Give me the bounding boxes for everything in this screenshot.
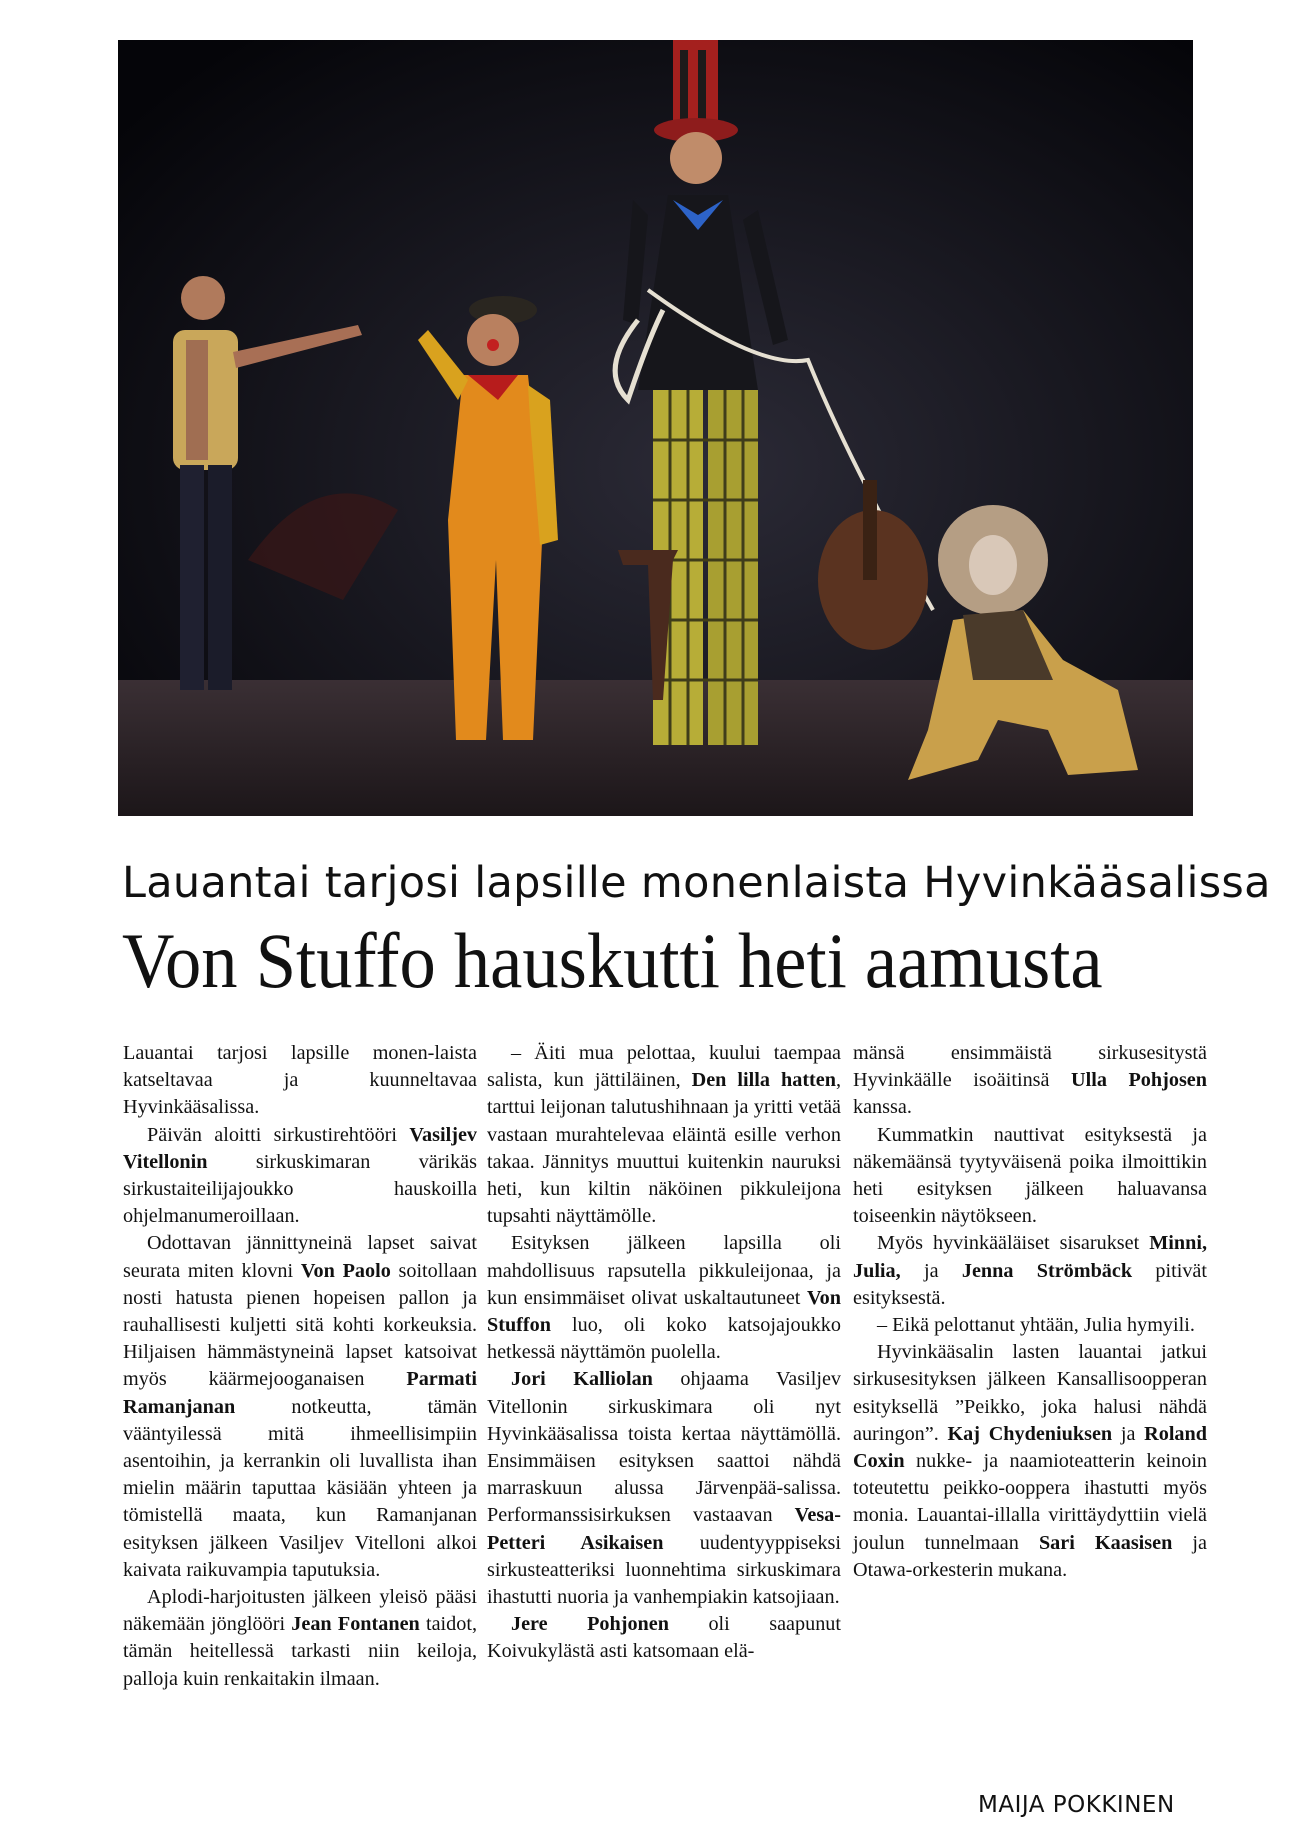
stage-photo bbox=[118, 40, 1193, 816]
article-paragraph bbox=[853, 1230, 1207, 1312]
text-run: Kummatkin nauttivat esityksestä ja näkemäänsä tyytyväisenä poika ilmoittikin heti esityksen jälkeen haluavansa toiseenkin näytökseen. bbox=[853, 1123, 1207, 1228]
text-run: – Äiti mua pelottaa, kuului taempaa salista, kun jättiläinen, bbox=[487, 1042, 841, 1092]
article-paragraph bbox=[487, 1230, 841, 1366]
text-run: ja bbox=[1112, 1422, 1145, 1445]
text-run: pitivät esityksestä. bbox=[853, 1259, 1207, 1309]
bold-name: Vasiljev Vitellonin bbox=[123, 1123, 477, 1173]
bold-name: Kaj Chydeniuksen bbox=[947, 1422, 1113, 1445]
article-paragraph bbox=[123, 1230, 477, 1584]
text-run: ohjaama Vasiljev Vitellonin sirkuskimara oli nyt Hyvinkääsalissa toista kertaa näyttämöllä. Ensimmäisen esityksen saattoi nähdä marraskuun alussa Järvenpää-salissa. Performanssisirkuksen vastaavan bbox=[487, 1368, 841, 1527]
article-paragraph bbox=[487, 1611, 841, 1665]
article-paragraph bbox=[853, 1312, 1207, 1339]
text-run: luo, oli koko katsojajoukko hetkessä näyttämön puolella. bbox=[487, 1314, 841, 1364]
bold-name: Parmati Ramanjanan bbox=[123, 1368, 477, 1418]
column-2 bbox=[487, 1040, 841, 1666]
article-paragraph bbox=[853, 1040, 1207, 1122]
text-run: Myös hyvinkääläiset sisarukset bbox=[877, 1232, 1150, 1255]
text-run: notkeutta, tämän vääntyilessä mitä ihmeellisimpiin asentoihin, ja kerrankin oli luvallista ihan mielin määrin taputtaa käsiään yhteen ja tömistellä maata, kun Ramanjanan esityksen jälkeen Vasiljev Vitelloni alkoi kaivata raikuvampia taputuksia. bbox=[123, 1395, 477, 1581]
text-run: uudentyyppiseksi sirkusteatteriksi luonnehtima sirkuskimara ihastutti nuoria ja vanhempiakin katsojiaan. bbox=[487, 1531, 841, 1609]
text-run: Hyvinkääsalin lasten lauantai jatkui sirkusesityksen jälkeen Kansallisoopperan esityksellä ”Peikko, joka halusi nähdä auringon”. bbox=[853, 1341, 1207, 1445]
stage-photo-icon bbox=[118, 40, 1193, 816]
bold-name: Den lilla hatten bbox=[691, 1069, 836, 1092]
text-run: soitollaan nosti hatusta pienen hopeisen pallon ja rauhallisesti kuljetti sitä kohti korkeuksia. Hiljaisen hämmästyneinä lapset katsoivat myös käärmejooganaisen bbox=[123, 1259, 477, 1391]
text-run: nukke- ja naamioteatterin keinoin toteutettu peikko-ooppera ihastutti myös monia. Lauantai-illalla virittäydyttiin vielä joulun tunnelmaan bbox=[853, 1450, 1207, 1554]
text-run: Aplodi-harjoitusten jälkeen yleisö pääsi näkemään jönglööri bbox=[123, 1586, 477, 1636]
text-run: – Eikä pelottanut yhtään, Julia hymyili. bbox=[877, 1314, 1195, 1337]
article-paragraph bbox=[123, 1584, 477, 1693]
bold-name: Jere Pohjonen bbox=[511, 1613, 669, 1636]
bold-name: Von Stuffon bbox=[487, 1286, 841, 1337]
bold-name: Minni, Julia, bbox=[853, 1232, 1207, 1282]
text-run: , tarttui leijonan talutushihnaan ja yritti vetää vastaan murahtelevaa eläintä esille verhon takaa. Jännitys muuttui kuitenkin nauruksi heti, kun kiltin näköinen pikkuleijona tupsahti näyttämölle. bbox=[487, 1069, 841, 1228]
bold-name: Jean Fontanen bbox=[291, 1613, 420, 1636]
bold-name: Jenna Strömbäck bbox=[961, 1259, 1133, 1282]
text-run: taidot, tämän heitellessä tarkasti niin keiloja, palloja kuin renkaitakin ilmaan. bbox=[123, 1613, 478, 1690]
byline: MAIJA POKKINEN bbox=[978, 1792, 1175, 1818]
text-run: ja bbox=[900, 1259, 962, 1282]
article-paragraph bbox=[123, 1040, 477, 1122]
bold-name: Ulla Pohjosen bbox=[1071, 1069, 1207, 1092]
subheadline: Lauantai tarjosi lapsille monenlaista Hyvinkääsalissa bbox=[122, 858, 1271, 908]
text-run: Esityksen jälkeen lapsilla oli mahdollisuus rapsutella pikkuleijonaa, ja kun ensimmäiset olivat uskaltautuneet bbox=[487, 1232, 841, 1309]
bold-name: Jori Kalliolan bbox=[511, 1368, 653, 1391]
text-run: Päivän aloitti sirkustirehtööri bbox=[147, 1123, 410, 1146]
text-run: mänsä ensimmäistä sirkusesitystä Hyvinkäälle isoäitinsä bbox=[853, 1042, 1207, 1092]
column-1 bbox=[123, 1040, 477, 1693]
article-paragraph bbox=[853, 1122, 1207, 1231]
article-paragraph bbox=[123, 1122, 477, 1231]
bold-name: Sari Kaasisen bbox=[1038, 1531, 1173, 1554]
text-run: Odottavan jännittyneinä lapset saivat seurata miten klovni bbox=[123, 1232, 477, 1282]
text-run: oli saapunut Koivukylästä asti katsomaan elä- bbox=[487, 1613, 841, 1663]
text-run: sirkuskimaran värikäs sirkustaiteilijajoukko hauskoilla ohjelmanumeroillaan. bbox=[123, 1150, 477, 1228]
column-3 bbox=[853, 1040, 1207, 1584]
article-paragraph bbox=[487, 1366, 841, 1611]
headline: Von Stuffo hauskutti heti aamusta bbox=[122, 917, 1103, 1004]
article-paragraph bbox=[487, 1040, 841, 1230]
bold-name: Roland Coxin bbox=[853, 1422, 1207, 1473]
bold-name: Von Paolo bbox=[300, 1259, 391, 1282]
text-run: Lauantai tarjosi lapsille monen-laista katseltavaa ja kuunneltavaa Hyvinkääsalissa. bbox=[123, 1042, 477, 1119]
bold-name: Vesa-Petteri Asikaisen bbox=[487, 1504, 841, 1554]
article-paragraph bbox=[853, 1339, 1207, 1584]
text-run: kanssa. bbox=[853, 1096, 912, 1119]
article-body bbox=[0, 1040, 1308, 1800]
text-run: ja Otawa-orkesterin mukana. bbox=[853, 1531, 1207, 1581]
